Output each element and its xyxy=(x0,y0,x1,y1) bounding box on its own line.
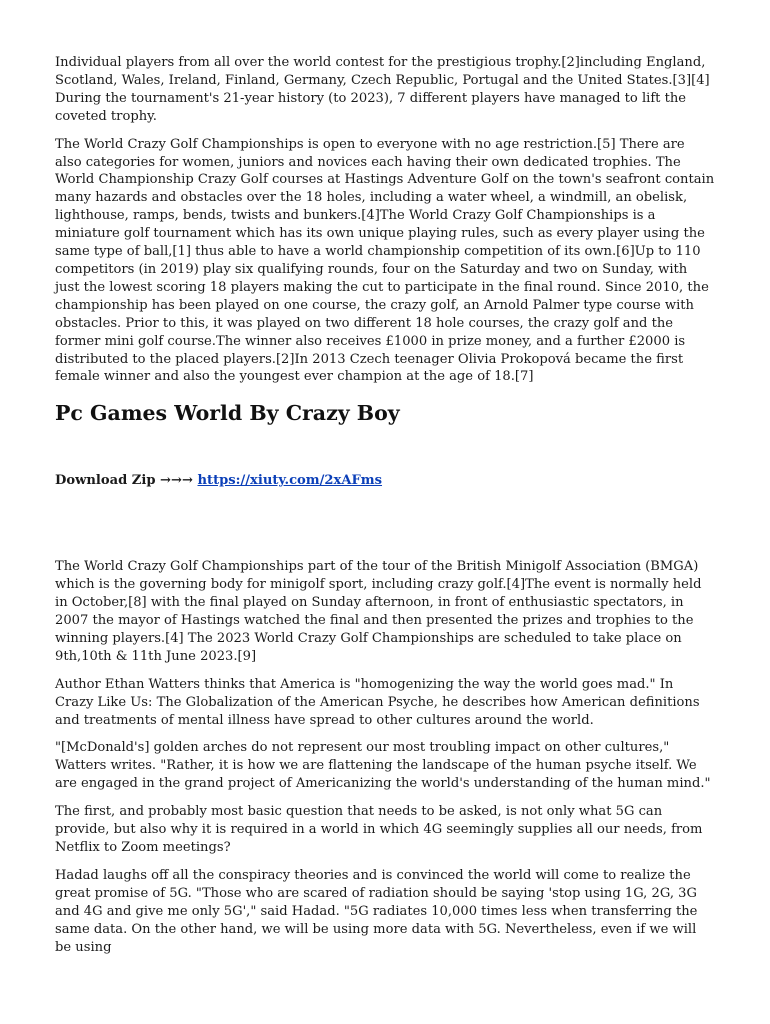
page-title: Pc Games World By Crazy Boy xyxy=(55,401,400,426)
paragraph-mcdonalds-quote: "[McDonald's] golden arches do not represent our most troubling impact on other cultures," Watters writes. "Rather, it is how we are flattening the landscape of the human psyche itself. We are engaged in the grand project of Americanizing the world's understanding of the human mind." xyxy=(55,740,711,792)
download-line xyxy=(55,472,715,490)
download-link[interactable]: https://xiuty.com/2xAFms xyxy=(197,473,383,489)
paragraph-bmga: The World Crazy Golf Championships part of the tour of the British Minigolf Association (BMGA) which is the governing body for minigolf sport, including crazy golf.[4]The event is normally held in October,[8] with the final played on Sunday afternoon, in front of enthusiastic spectators, in 2007 the mayor of Hastings watched the final and then presented the prizes and trophies to the winning players.[4] The 2023 World Crazy Golf Championships are scheduled to take place on 9th,10th & 11th June 2023.[9] xyxy=(55,559,702,664)
document-page xyxy=(55,54,715,966)
paragraph-players: Individual players from all over the world contest for the prestigious trophy.[2]including England, Scotland, Wales, Ireland, Finland, Germany, Czech Republic, Portugal and the United States.[3][4] During the tournament's 21-year history (to 2023), 7 different players have managed to lift the coveted trophy. xyxy=(55,55,710,124)
download-label: Download Zip →→→ xyxy=(55,473,198,489)
spacer xyxy=(55,490,715,558)
paragraph-championships-rules: The World Crazy Golf Championships is open to everyone with no age restriction.[5] There are also categories for women, juniors and novices each having their own dedicated trophies. The World Championship Crazy Golf courses at Hastings Adventure Golf on the town's seafront contain many hazards and obstacles over the 18 holes, including a water wheel, a windmill, an obelisk, lighthouse, ramps, bends, twists and bunkers.[4]The World Crazy Golf Championships is a miniature golf tournament which has its own unique playing rules, such as every player using the same type of ball,[1] thus able to have a world championship competition of its own.[6]Up to 110 competitors (in 2019) play six qualifying rounds, four on the Saturday and two on Sunday, with just the lowest scoring 18 players making the cut to participate in the final round. Since 2010, the championship has been played on one course, the crazy golf, an Arnold Palmer type course with obstacles. Prior to this, it was played on two different 18 hole courses, the crazy golf and the former mini golf course.The winner also receives £1000 in prize money, and a further £2000 is distributed to the placed players.[2]In 2013 Czech teenager Olivia Prokopová became the first female winner and also the youngest ever champion at the age of 18.[7] xyxy=(55,136,715,385)
paragraph-5g-question: The first, and probably most basic question that needs to be asked, is not only what 5G can provide, but also why it is required in a world in which 4G seemingly supplies all our needs, from Netflix to Zoom meetings? xyxy=(55,804,703,855)
paragraph-watters: Author Ethan Watters thinks that America is "homogenizing the way the world goes mad." In Crazy Like Us: The Globalization of the American Psyche, he describes how American definitions and treatments of mental illness have spread to other cultures around the world. xyxy=(55,676,700,728)
paragraph-hadad: Hadad laughs off all the conspiracy theories and is convinced the world will come to realize the great promise of 5G. "Those who are scared of radiation should be saying 'stop using 1G, 2G, 3G and 4G and give me only 5G'," said Hadad. "5G radiates 10,000 times less when transferring the same data. On the other hand, we will be using more data with 5G. Nevertheless, even if we will be using xyxy=(55,867,698,955)
